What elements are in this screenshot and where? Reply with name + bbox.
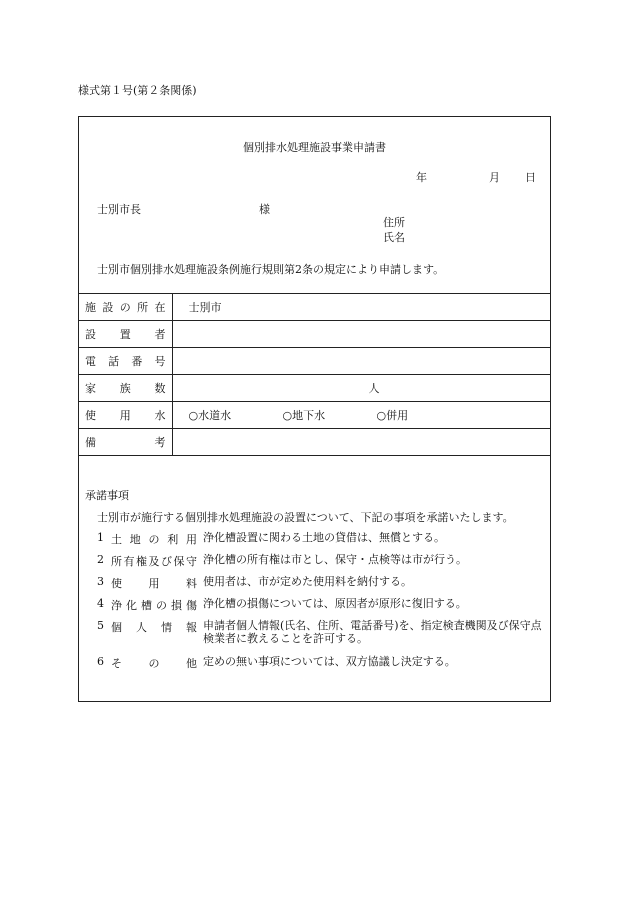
request-text: 士別市個別排水処理施設条例施行規則第2条の規定により申請します。 xyxy=(97,263,445,276)
form-number: 様式第１号(第２条関係) xyxy=(78,84,197,97)
spread-label: 電 話 番 号 xyxy=(85,355,166,368)
consent-item xyxy=(97,619,542,645)
row-family xyxy=(79,375,550,402)
consent-item xyxy=(97,597,542,613)
water-options xyxy=(172,402,550,429)
consent-item xyxy=(97,575,542,591)
water-option-ground[interactable]: ○地下水 xyxy=(282,409,326,422)
spread-key: 個 人 情 報 xyxy=(111,621,197,634)
consent-intro: 士別市が施行する個別排水処理施設の設置について、下記の事項を承諾いたします。 xyxy=(97,511,514,524)
family-value[interactable] xyxy=(172,375,550,402)
row-location xyxy=(79,294,550,321)
date-day: 日 xyxy=(525,171,536,184)
addressee: 士別市長 xyxy=(97,203,141,216)
family-label xyxy=(79,375,172,402)
water-option-both[interactable]: ○併用 xyxy=(376,409,409,422)
consent-text: 浄化槽の損傷については、原因者が原形に復旧する。 xyxy=(203,597,467,610)
consent-text: 定めの無い事項については、双方協議し決定する。 xyxy=(203,655,456,668)
consent-item xyxy=(97,531,542,547)
spread-key: 浄 化 槽 の 損 傷 xyxy=(111,599,197,612)
honorific: 様 xyxy=(259,203,270,216)
location-label xyxy=(79,294,172,321)
remarks-label xyxy=(79,429,172,456)
date-year: 年 xyxy=(416,171,427,184)
consent-key xyxy=(111,531,203,547)
spread-label: 使 用 水 xyxy=(85,409,166,422)
spread-label: 備 考 xyxy=(85,436,166,449)
form-title: 個別排水処理施設事業申請書 xyxy=(243,141,386,154)
consent-item xyxy=(97,655,542,671)
spread-key: 使 用 料 xyxy=(111,577,197,590)
phone-value[interactable] xyxy=(172,348,550,375)
applicant-block xyxy=(383,215,405,245)
name-label: 氏名 xyxy=(383,231,405,244)
spread-key: 所 有 権 及 び 保 守 xyxy=(111,555,197,568)
consent-key xyxy=(111,597,203,613)
consent-num: 5 xyxy=(97,619,104,632)
installer-label xyxy=(79,321,172,348)
spread-key: 土 地 の 利 用 xyxy=(111,533,197,546)
consent-key xyxy=(111,553,203,569)
consent-num: 3 xyxy=(97,575,104,588)
spread-key: そ の 他 xyxy=(111,657,197,670)
consent-text: 使用者は、市が定めた使用料を納付する。 xyxy=(203,575,412,588)
consent-text: 浄化槽設置に関わる土地の貸借は、無償とする。 xyxy=(203,531,445,544)
consent-key xyxy=(111,575,203,591)
phone-label xyxy=(79,348,172,375)
consent-key xyxy=(111,619,203,645)
consent-num: 4 xyxy=(97,597,104,610)
date-month: 月 xyxy=(489,171,500,184)
spread-label: 設 置 者 xyxy=(85,328,166,341)
application-form xyxy=(78,116,551,702)
address-label: 住所 xyxy=(383,216,405,229)
family-unit: 人 xyxy=(368,382,380,395)
row-water xyxy=(79,402,550,429)
remarks-value[interactable] xyxy=(172,429,550,456)
row-installer xyxy=(79,321,550,348)
consent-text: 申請者個人情報(氏名、住所、電話番号)を、指定検査機関及び保守点検業者に教えることを許可する。 xyxy=(203,619,542,645)
consent-num: 2 xyxy=(97,553,104,566)
date-line xyxy=(416,169,536,185)
consent-heading: 承諾事項 xyxy=(85,489,129,502)
consent-item xyxy=(97,553,542,569)
location-value[interactable]: 士別市 xyxy=(172,294,550,321)
consent-num: 1 xyxy=(97,531,104,544)
info-table xyxy=(79,293,550,456)
consent-num: 6 xyxy=(97,655,104,668)
installer-value[interactable] xyxy=(172,321,550,348)
spread-label: 家 族 数 xyxy=(85,382,166,395)
row-remarks xyxy=(79,429,550,456)
row-phone xyxy=(79,348,550,375)
water-label xyxy=(79,402,172,429)
spread-label: 施 設 の 所 在 xyxy=(85,301,166,314)
water-option-tap[interactable]: ○水道水 xyxy=(188,409,232,422)
consent-key xyxy=(111,655,203,671)
consent-text: 浄化槽の所有権は市とし、保守・点検等は市が行う。 xyxy=(203,553,467,566)
